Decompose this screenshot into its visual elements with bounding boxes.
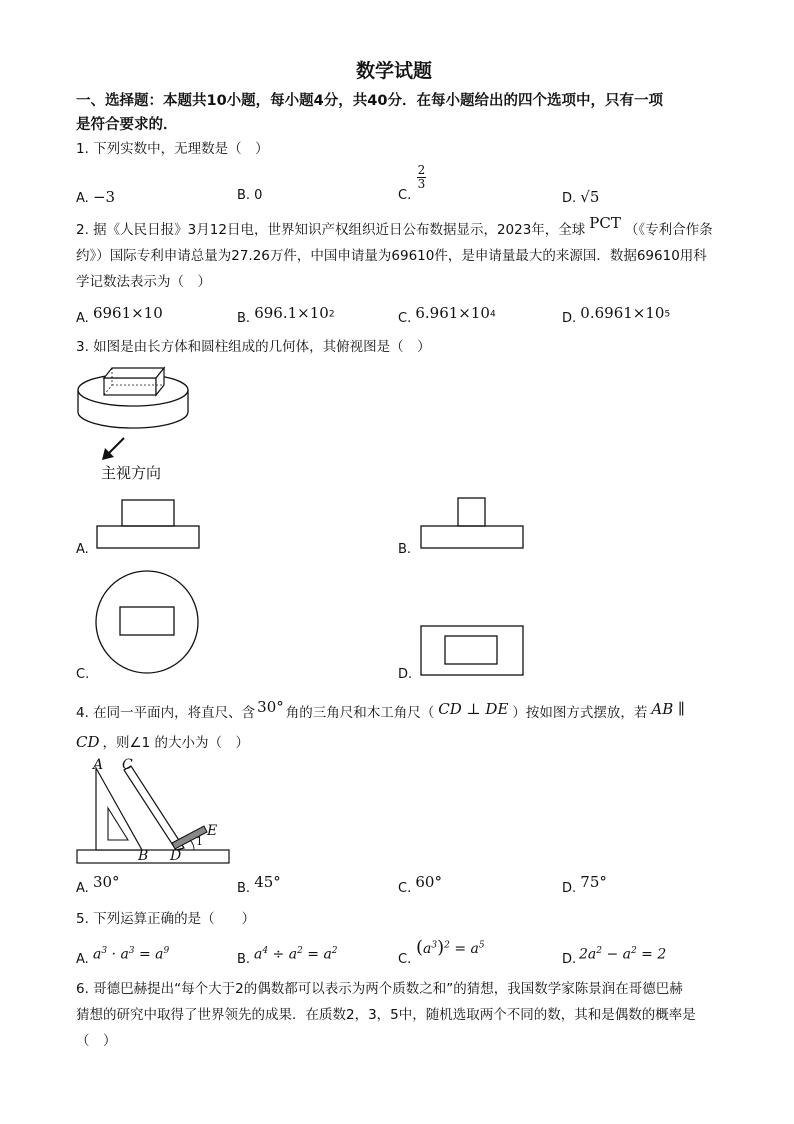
q4-label-a: A	[93, 757, 104, 773]
q5-option-c-expr: $(a^3)^2 = a^5$	[416, 937, 485, 958]
q3-option-b-figure	[420, 496, 524, 550]
q4-label-b: B	[138, 848, 149, 864]
q2-stem-line2: 约》）国际专利申请总量为27.26万件，中国申请量为69610件，是申请量最大的来源国．数据69610用科	[76, 248, 707, 264]
q5-stem: 5. 下列运算正确的是（ ）	[76, 911, 256, 927]
q3-solid-figure	[76, 362, 196, 442]
q2-option-c: C. $6.961\times 10^4$	[398, 304, 496, 326]
section-heading-cont: 是符合要求的．	[76, 117, 178, 133]
q3-option-d-figure	[420, 625, 524, 677]
q5-option-b-expr: $a^4 \div a^2 = a^2$	[254, 946, 338, 963]
q3-stem: 3. 如图是由长方体和圆柱组成的几何体，其俯视图是（ ）	[76, 339, 431, 355]
view-direction-arrow	[100, 436, 130, 464]
q6-stem-line3: （ ）	[76, 1033, 117, 1049]
q3-option-a-figure	[96, 498, 200, 550]
q5-option-b-label: B.	[237, 952, 251, 967]
q4-label-c: C	[122, 757, 133, 773]
q5-option-c-label: C.	[398, 952, 412, 967]
q6-stem-line2: 猜想的研究中取得了世界领先的成果．在质数2，3，5中，随机选取两个不同的数，其和是偶数的概率是	[76, 1007, 696, 1023]
q4-label-d: D	[170, 848, 182, 864]
q4-option-d: D. 75°	[562, 873, 607, 896]
q2-option-a: A. 6961×10	[76, 304, 163, 326]
q4-option-b: B. 45°	[237, 873, 281, 896]
q4-label-e: E	[207, 823, 218, 839]
q4-label-angle1: 1	[196, 835, 203, 848]
q3-option-b-label: B.	[398, 542, 412, 557]
view-direction-label: 主视方向	[101, 464, 162, 482]
q1-option-b: B. 0	[237, 188, 263, 203]
q4-stem-line2: CD ，则∠1 的大小为（ ）	[76, 733, 249, 751]
q4-option-a: A. 30°	[76, 873, 120, 896]
q4-option-c: C. 60°	[398, 873, 442, 896]
q4-stem-line1: 4. 在同一平面内，将直尺、含 30° 角的三角尺和木工角尺（ CD ⊥ DE ）按如图方式摆放，若 AB ∥	[76, 698, 685, 721]
q1-stem: 1. 下列实数中，无理数是（ ）	[76, 141, 269, 157]
q5-option-a-label: A.	[76, 952, 89, 967]
q1-option-d: D. √5	[562, 188, 600, 206]
q2-stem-line3: 学记数法表示为（ ）	[76, 274, 211, 290]
q5-option-a-expr: $a^3 \cdot a^3 = a^9$	[93, 946, 170, 963]
q1-option-c-fraction: $\frac{2}{3}$	[417, 163, 426, 191]
q3-option-a-label: A.	[76, 542, 89, 557]
q3-option-c-label: C.	[76, 667, 90, 682]
q2-option-d: D. $0.6961\times 10^5$	[562, 304, 671, 326]
q5-option-d-expr: $2a^2 - a^2 = 2$	[579, 946, 667, 963]
section-heading: 一、选择题：本题共10小题，每小题4分，共40分．在每小题给出的四个选项中，只有一项	[76, 93, 663, 109]
q1-option-c-label: C.	[398, 188, 412, 203]
q2-option-b: B. $696.1\times 10^2$	[237, 304, 335, 326]
page-title: 数学试题	[356, 60, 433, 82]
q5-option-d-label: D.	[562, 952, 577, 967]
q2-stem-line1: 2. 据《人民日报》3月12日电，世界知识产权组织近日公布数据显示，2023年，全球 PCT （《专利合作条	[76, 214, 713, 238]
q1-option-a: A. −3	[76, 188, 116, 206]
q3-option-d-label: D.	[398, 667, 413, 682]
q6-stem-line1: 6. 哥德巴赫提出“每个大于2的偶数都可以表示为两个质数之和”的猜想，我国数学家陈景润在哥德巴赫	[76, 981, 683, 997]
q3-option-c-figure	[95, 570, 205, 680]
